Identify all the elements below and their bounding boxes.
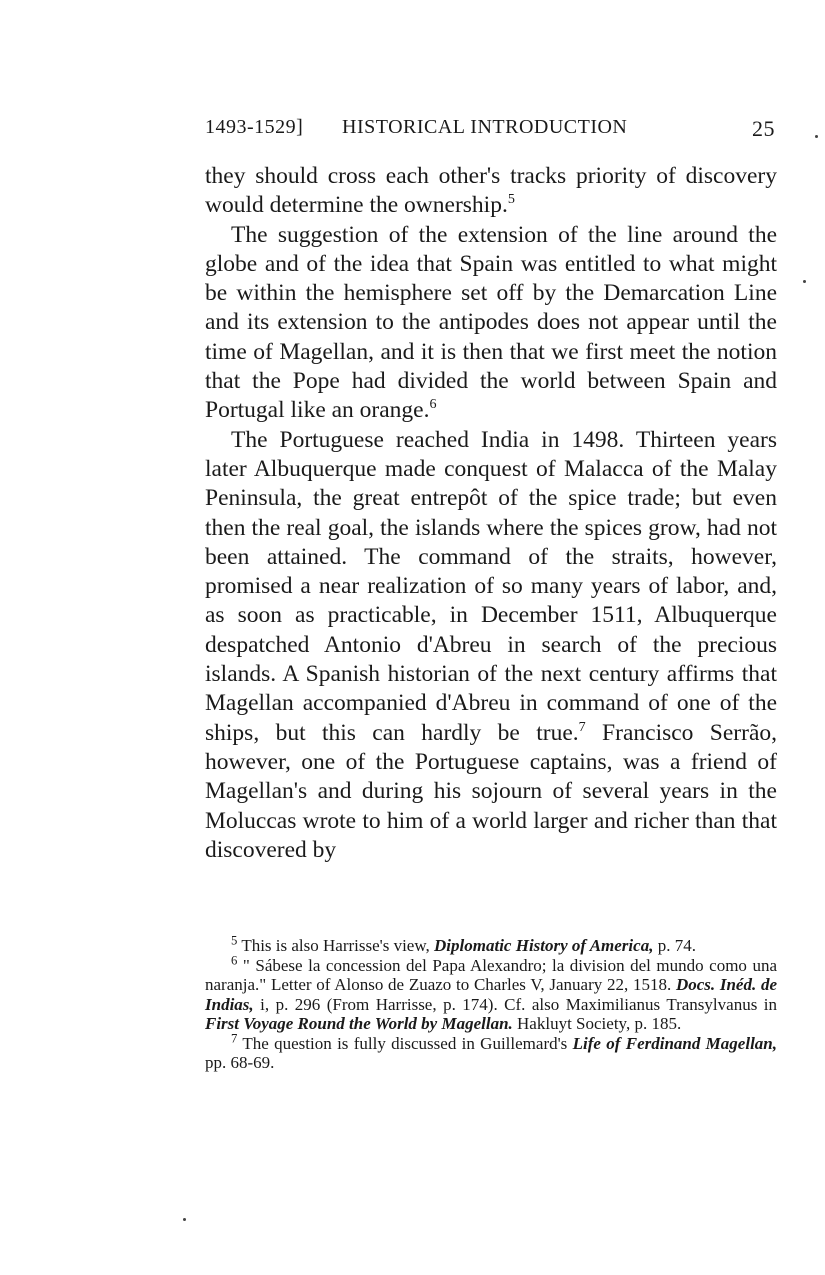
footnote-6-text: " Sábese la concession del Papa Alexandro; la division del mundo como una naranja." Letter of Alonso de Zuazo to Charles V, January 22, 1518. [205, 955, 777, 994]
paragraph-3 [205, 426, 777, 865]
footnote-6-mid: i, p. 296 (From Harrisse, p. 174). Cf. also Maximilianus Transylvanus in [253, 994, 777, 1014]
footnote-7-text: The question is fully discussed in Guillemard's [237, 1033, 573, 1053]
note-ref-5: 5 [507, 191, 515, 208]
footnote-6-work-2: First Voyage Round the World by Magellan. [205, 1014, 513, 1033]
paragraph-3-text-b: Francisco Serrão, however, one of the Portuguese captains, was a friend of Magellan's and during his sojourn of several years in the Moluccas wrote to him of a world larger and richer than that discovered by [205, 719, 777, 863]
footnotes [205, 933, 777, 1073]
footnote-5-tail: p. 74. [653, 936, 696, 955]
footnote-6-work: Docs. Inéd. de Indias, [205, 975, 777, 1014]
paragraph-1-text: they should cross each other's tracks priority of discovery would determine the ownership. [205, 163, 777, 219]
paragraph-2 [205, 221, 777, 426]
footnote-5-text: This is also Harrisse's view, [237, 936, 435, 955]
footnote-7-work: Life of Ferdinand Magellan, [572, 1033, 777, 1053]
footnote-5-number: 5 [231, 933, 238, 948]
footnote-6 [205, 952, 777, 1034]
footnote-5 [205, 933, 777, 956]
footnote-6-number: 6 [231, 952, 238, 967]
footnote-7 [205, 1030, 777, 1073]
paragraph-1 [205, 162, 777, 221]
header-title: HISTORICAL INTRODUCTION [342, 116, 628, 138]
note-ref-7: 7 [578, 718, 586, 735]
footnote-6-tail: Hakluyt Society, p. 185. [512, 1014, 682, 1033]
page-number: 25 [752, 116, 775, 141]
body-text [205, 162, 777, 865]
footnote-5-work: Diplomatic History of America, [434, 936, 654, 955]
header-years: 1493-1529] [205, 116, 304, 138]
scan-speck [803, 280, 806, 283]
paragraph-2-text: The suggestion of the extension of the line around the globe and of the idea that Spain was entitled to what might be within the hemisphere set off by the Demarcation Line and its extension to the antipodes does not appear until the time of Magellan, and it is then that we first meet the notion that the Pope had divided the world between Spain and Portugal like an orange. [205, 221, 777, 424]
footnote-7-number: 7 [231, 1030, 238, 1045]
paragraph-3-text-a: The Portuguese reached India in 1498. Thirteen years later Albuquerque made conquest of Malacca of the Malay Peninsula, the great entrepôt of the spice trade; but even then the real goal, the islands where the spices grow, had not been attained. The command of the straits, however, promised a near realization of so many years of labor, and, as soon as practicable, in December 1511, Albuquerque despatched Antonio d'Abreu in search of the precious islands. A Spanish historian of the next century affirms that Magellan accompanied d'Abreu in command of one of the ships, but this can hardly be true. [205, 426, 777, 746]
scan-speck [815, 135, 818, 138]
footnote-7-tail: pp. 68-69. [205, 1053, 275, 1072]
note-ref-6: 6 [429, 396, 437, 413]
scan-speck [183, 1218, 186, 1221]
running-head [205, 116, 775, 144]
